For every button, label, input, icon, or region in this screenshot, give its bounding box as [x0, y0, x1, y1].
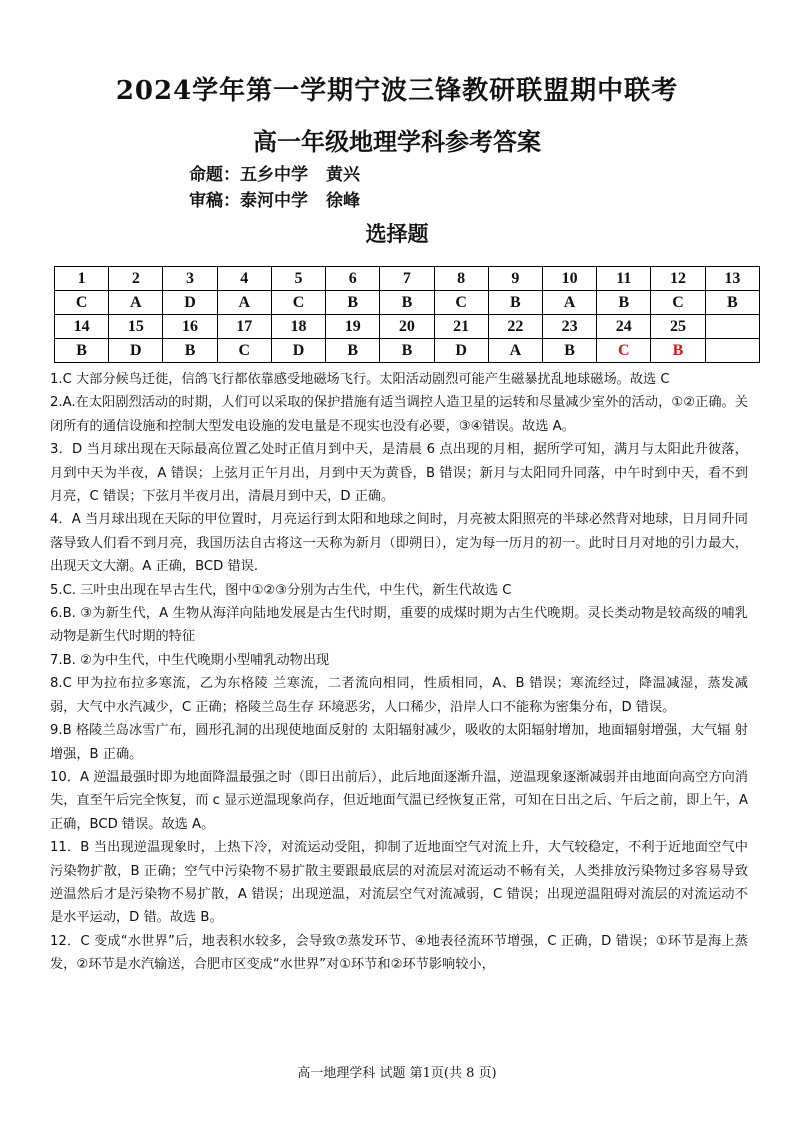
section-heading: 选择题 [365, 221, 429, 246]
explanation-paragraph: 4．A 当月球出现在天际的甲位置时，月亮运行到太阳和地球之间时，月亮被太阳照亮的半球必然背对地球，日月同升同落导致人们看不到月亮，我国历法自古将这一天称为新月（即朔日），定为每一历月的初一。此时日月对地的引力最大，出现天文大潮。A 正确，BCD 错误. [50, 512, 748, 575]
table-answer-cell: B [542, 339, 596, 363]
explanation-paragraph: 5.C. 三叶虫出现在早古生代，图中①②③分别为古生代，中生代，新生代故选 C [50, 582, 512, 598]
author-school: 五乡中学 [240, 165, 308, 185]
table-number-cell: 24 [597, 315, 651, 339]
explanation-paragraph: 2.A.在太阳剧烈活动的时期，人们可以采取的保护措施有适当调控人造卫星的运转和尽量减少室外的活动，①②正确。关闭所有的通信设施和控制大型发电设施的发电量是不现实也没有必要，③④错误。故选 A。 [50, 395, 748, 434]
table-answer-cell: C [55, 291, 109, 315]
explanation-paragraph: 3．D 当月球出现在天际最高位置乙处时正值月到中天，是清晨 6 点出现的月相，据所学可知，满月与太阳此升彼落，月到中天为半夜，A 错误；上弦月正午月出，月到中天为黄昏，B 错误；新月与太阳同升同落，中午时到中天，看不到月亮，C 错误；下弦月半夜月出，清晨月到中天，D 正确。 [50, 442, 748, 505]
table-answer-cell: D [109, 339, 163, 363]
table-number-cell: 2 [109, 267, 163, 291]
table-number-cell: 17 [217, 315, 271, 339]
author-label: 命题： [189, 165, 240, 185]
table-answer-cell: B [380, 291, 434, 315]
table-answer-cell: A [217, 291, 271, 315]
table-row [55, 267, 760, 291]
table-number-cell: 9 [488, 267, 542, 291]
table-answer-cell: B [705, 291, 759, 315]
table-number-cell: 10 [542, 267, 596, 291]
table-answer-cell: D [271, 339, 325, 363]
table-answer-cell: C [217, 339, 271, 363]
table-answer-cell: A [488, 339, 542, 363]
table-number-cell: 13 [705, 267, 759, 291]
table-number-cell: 8 [434, 267, 488, 291]
explanation-paragraph: 11．B 当出现逆温现象时，上热下冷，对流运动受阻，抑制了近地面空气对流上升，大气较稳定，不利于近地面空气中污染物扩散，B 正确；空气中污染物不易扩散主要跟最底层的对流层对流运动不畅有关，人类排放污染物过多容易导致逆温然后才是污染物不易扩散，A 错误；出现逆温，对流层空气对流减弱，C 错误；出现逆温阻碍对流层的对流运动不是水平运动，D 错。故选 B。 [50, 840, 748, 926]
table-number-cell: 15 [109, 315, 163, 339]
page-footer: 高一地理学科 试题 第1页(共 8 页) [297, 1066, 497, 1081]
answer-table [54, 266, 760, 363]
explanation-paragraph: 8.C 甲为拉布拉多寒流，乙为东格陵 兰寒流，二者流向相同，性质相同，A、B 错误；寒流经过，降温减湿，蒸发减弱，大气中水汽减少，C 正确；格陵兰岛生存 环境恶劣，人口稀少，沿岸人口不能称为密集分布，D 错误。 [50, 676, 748, 715]
table-number-cell: 14 [55, 315, 109, 339]
reviewer-label: 审稿： [189, 191, 240, 211]
table-answer-cell: C [651, 291, 705, 315]
page-subtitle: 高一年级地理学科参考答案 [253, 127, 541, 156]
reviewer-school: 泰河中学 [240, 191, 308, 211]
explanation-paragraph: 7.B. ②为中生代，中生代晚期小型哺乳动物出现 [50, 652, 330, 668]
table-number-cell: 4 [217, 267, 271, 291]
table-answer-cell: C [597, 339, 651, 363]
table-number-cell [705, 315, 759, 339]
table-number-cell: 21 [434, 315, 488, 339]
table-answer-cell: B [380, 339, 434, 363]
explanations [50, 368, 748, 977]
table-number-cell: 6 [326, 267, 380, 291]
table-answer-cell: A [542, 291, 596, 315]
table-answer-cell: D [163, 291, 217, 315]
author-line [189, 160, 360, 185]
table-answer-cell: C [271, 291, 325, 315]
table-answer-cell: B [326, 291, 380, 315]
explanation-paragraph: 12．C 变成“水世界”后，地表积水较多，会导致⑦蒸发环节、④地表径流环节增强，C 正确，D 错误；①环节是海上蒸发，②环节是水汽输送，合肥市区变成“水世界”对①环节和②环节影响较小， [50, 933, 748, 973]
table-number-cell: 1 [55, 267, 109, 291]
explanation-paragraph: 1.C 大部分候鸟迁徙，信鸽飞行都依靠感受地磁场飞行。太阳活动剧烈可能产生磁暴扰乱地球磁场。故选 C [50, 372, 670, 387]
reviewer-name: 徐峰 [326, 191, 360, 211]
table-row [55, 291, 760, 315]
table-number-cell: 22 [488, 315, 542, 339]
table-number-cell: 23 [542, 315, 596, 339]
table-row [55, 315, 760, 339]
table-number-cell: 3 [163, 267, 217, 291]
table-number-cell: 19 [326, 315, 380, 339]
table-answer-cell [705, 339, 759, 363]
table-row [55, 339, 760, 363]
explanation-paragraph: 6.B. ③为新生代，A 生物从海洋向陆地发展是古生代时期，重要的成煤时期为古生代晚期。灵长类动物是较高级的哺乳动物是新生代时期的特征 [50, 606, 748, 645]
table-number-cell: 18 [271, 315, 325, 339]
table-answer-cell: B [326, 339, 380, 363]
table-answer-cell: A [109, 291, 163, 315]
table-number-cell: 16 [163, 315, 217, 339]
table-number-cell: 12 [651, 267, 705, 291]
table-number-cell: 5 [271, 267, 325, 291]
table-answer-cell: C [434, 291, 488, 315]
table-answer-cell: B [163, 339, 217, 363]
table-answer-cell: B [651, 339, 705, 363]
table-answer-cell: B [488, 291, 542, 315]
table-answer-cell: D [434, 339, 488, 363]
table-number-cell: 20 [380, 315, 434, 339]
table-number-cell: 25 [651, 315, 705, 339]
explanation-paragraph: 10．A 逆温最强时即为地面降温最强之时（即日出前后），此后地面逐渐升温，逆温现象逐渐减弱并由地面向高空方向消失，直至午后完全恢复，而 c 显示逆温现象尚存，但近地面气温已经恢复正常，可知在日出之后、午后之前，即上午，A 正确，BCD 错误。故选 A。 [50, 769, 748, 832]
table-answer-cell: B [597, 291, 651, 315]
explanation-paragraph: 9.B 格陵兰岛冰雪广布，圆形孔洞的出现使地面反射的 太阳辐射减少，吸收的太阳辐射增加，地面辐射增强，大气辐 射增强，B 正确。 [50, 723, 748, 762]
table-number-cell: 11 [597, 267, 651, 291]
table-answer-cell: B [55, 339, 109, 363]
reviewer-line [189, 186, 360, 211]
page-title: 2024学年第一学期宁波三锋教研联盟期中联考 [115, 76, 679, 106]
table-number-cell: 7 [380, 267, 434, 291]
author-name: 黄兴 [326, 165, 360, 185]
